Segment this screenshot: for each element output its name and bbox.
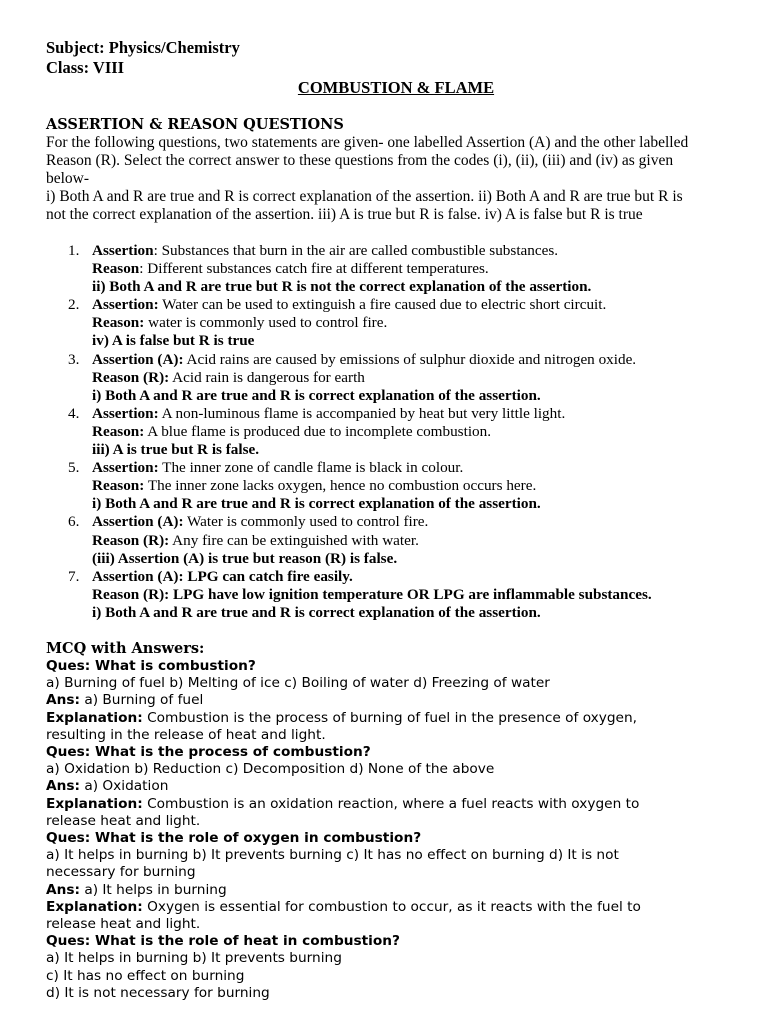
reason-text: Any fire can be extinguished with water. xyxy=(169,531,419,549)
intro-line: not the correct explanation of the assertion. iii) A is true but R is false. iv) A is false but R is true xyxy=(46,206,643,223)
reason-label: Reason: xyxy=(92,422,145,440)
explanation-line: release heat and light. xyxy=(46,812,201,829)
assertion-line xyxy=(92,242,746,260)
assertion-label: Assertion: xyxy=(92,296,159,314)
answer-text: a) Burning of fuel xyxy=(79,692,204,709)
answer-line: ii) Both A and R are true but R is not the correct explanation of the assertion. xyxy=(92,278,592,296)
question-line: Ques: What is combustion? xyxy=(46,657,256,674)
mcq-list xyxy=(46,658,746,1002)
class-line: Class: VIII xyxy=(46,58,125,77)
explanation-label: Explanation: xyxy=(46,898,143,915)
item-number: 6. xyxy=(68,513,80,531)
options-line: a) Burning of fuel b) Melting of ice c) Boiling of water d) Freezing of water xyxy=(46,675,550,692)
reason-label: Reason: xyxy=(92,477,145,495)
assertion-item xyxy=(46,459,746,513)
item-number: 2. xyxy=(68,296,80,314)
question-line: Ques: What is the role of heat in combustion? xyxy=(46,933,400,950)
explanation-text: Combustion is the process of burning of fuel in the presence of oxygen, xyxy=(142,709,638,726)
answer-label: Ans: xyxy=(46,692,80,709)
reason-line xyxy=(92,369,746,387)
assertion-line xyxy=(92,568,746,586)
intro-line: Reason (R). Select the correct answer to these questions from the codes (i), (ii), (iii) and (iv) as given xyxy=(46,152,674,169)
assertion-label: Assertion: xyxy=(92,459,159,477)
reason-text: Acid rain is dangerous for earth xyxy=(169,368,365,386)
reason-text: water is commonly used to control fire. xyxy=(144,314,388,332)
explanation-line xyxy=(46,796,746,813)
document-title: COMBUSTION & FLAME xyxy=(297,78,495,97)
explanation-line xyxy=(46,899,746,916)
answer-line: i) Both A and R are true and R is correct explanation of the assertion. xyxy=(92,603,541,621)
options-line: a) It helps in burning b) It prevents burning c) It has no effect on burning d) It is not xyxy=(46,847,619,864)
answer-line xyxy=(46,778,746,795)
explanation-text: Oxygen is essential for combustion to occur, as it reacts with the fuel to xyxy=(142,898,641,915)
reason-text: The inner zone lacks oxygen, hence no combustion occurs here. xyxy=(144,477,537,495)
document-page xyxy=(46,38,746,1002)
explanation-line xyxy=(46,710,746,727)
explanation-label: Explanation: xyxy=(46,709,143,726)
item-number: 3. xyxy=(68,350,80,368)
assertion-label: Assertion (A): xyxy=(92,350,184,368)
explanation-text: Combustion is an oxidation reaction, where a fuel reacts with oxygen to xyxy=(142,795,640,812)
reason-label: Reason (R): xyxy=(92,531,170,549)
reason-label: Reason (R): xyxy=(92,368,170,386)
assertion-item xyxy=(46,513,746,567)
options-line: c) It has no effect on burning xyxy=(46,967,245,984)
reason-line xyxy=(92,532,746,550)
assertion-item xyxy=(46,351,746,405)
item-number: 1. xyxy=(68,242,80,259)
intro-line: For the following questions, two statements are given- one labelled Assertion (A) and the other labelled xyxy=(46,134,689,151)
assertion-line xyxy=(92,351,746,369)
assertion-intro xyxy=(46,134,746,224)
options-line: necessary for burning xyxy=(46,864,196,881)
assertion-line xyxy=(92,296,746,314)
mcq-question xyxy=(46,744,746,830)
reason-line xyxy=(92,423,746,441)
assertion-label: Assertion (A): xyxy=(92,513,184,531)
assertion-label: Assertion: xyxy=(92,404,159,422)
mcq-question xyxy=(46,830,746,933)
answer-line: i) Both A and R are true and R is correct explanation of the assertion. xyxy=(92,386,541,404)
mcq-section-heading: MCQ with Answers: xyxy=(46,639,205,657)
reason-line xyxy=(92,586,746,604)
options-line: a) Oxidation b) Reduction c) Decomposition d) None of the above xyxy=(46,761,495,778)
reason-line xyxy=(92,260,746,278)
answer-label: Ans: xyxy=(46,881,80,898)
reason-text: A blue flame is produced due to incomplete combustion. xyxy=(144,422,492,440)
assertion-text: Acid rains are caused by emissions of sulphur dioxide and nitrogen oxide. xyxy=(183,350,637,368)
options-line: a) It helps in burning b) It prevents burning xyxy=(46,950,342,967)
answer-line: i) Both A and R are true and R is correct explanation of the assertion. xyxy=(92,495,541,513)
answer-line xyxy=(46,882,746,899)
answer-line xyxy=(46,692,746,709)
mcq-question xyxy=(46,658,746,744)
item-number: 4. xyxy=(68,404,80,422)
assertion-line xyxy=(92,405,746,423)
question-line: Ques: What is the role of oxygen in combustion? xyxy=(46,830,422,846)
reason-label: Reason (R): LPG have low ignition temperature OR LPG are inflammable substances. xyxy=(92,585,652,603)
assertion-label: Assertion xyxy=(92,242,154,259)
assertion-text: Water can be used to extinguish a fire caused due to electric short circuit. xyxy=(158,296,607,314)
assertion-text: The inner zone of candle flame is black in colour. xyxy=(158,459,464,477)
reason-label: Reason xyxy=(92,260,140,278)
intro-line: i) Both A and R are true and R is correct explanation of the assertion. ii) Both A and R are true but R is xyxy=(46,188,683,205)
assertion-section-heading: ASSERTION & REASON QUESTIONS xyxy=(46,116,344,133)
assertion-list xyxy=(46,242,746,622)
assertion-text: Water is commonly used to control fire. xyxy=(183,513,429,531)
assertion-label: Assertion (A): LPG can catch fire easily. xyxy=(92,567,353,585)
reason-line xyxy=(92,477,746,495)
assertion-text: A non-luminous flame is accompanied by heat but very little light. xyxy=(158,404,566,422)
answer-text: a) It helps in burning xyxy=(79,881,227,898)
question-line: Ques: What is the process of combustion? xyxy=(46,743,371,760)
answer-line: iii) A is true but R is false. xyxy=(92,441,260,459)
answer-text: a) Oxidation xyxy=(79,778,169,795)
answer-line: (iii) Assertion (A) is true but reason (R) is false. xyxy=(92,549,398,567)
reason-label: Reason: xyxy=(92,314,145,332)
explanation-line: release heat and light. xyxy=(46,916,201,933)
assertion-line xyxy=(92,459,746,477)
answer-label: Ans: xyxy=(46,778,80,795)
options-line: d) It is not necessary for burning xyxy=(46,984,270,1001)
assertion-text: : Substances that burn in the air are called combustible substances. xyxy=(153,242,559,259)
explanation-line: resulting in the release of heat and light. xyxy=(46,726,326,743)
mcq-question xyxy=(46,933,746,1002)
reason-line xyxy=(92,314,746,332)
subject-line: Subject: Physics/Chemistry xyxy=(46,38,240,57)
assertion-item xyxy=(46,242,746,296)
assertion-item xyxy=(46,405,746,459)
assertion-item xyxy=(46,296,746,350)
reason-text: : Different substances catch fire at different temperatures. xyxy=(139,260,489,278)
item-number: 7. xyxy=(68,567,80,585)
assertion-line xyxy=(92,513,746,531)
intro-line: below- xyxy=(46,170,90,187)
assertion-item xyxy=(46,568,746,622)
explanation-label: Explanation: xyxy=(46,795,143,812)
answer-line: iv) A is false but R is true xyxy=(92,332,255,350)
item-number: 5. xyxy=(68,459,80,477)
